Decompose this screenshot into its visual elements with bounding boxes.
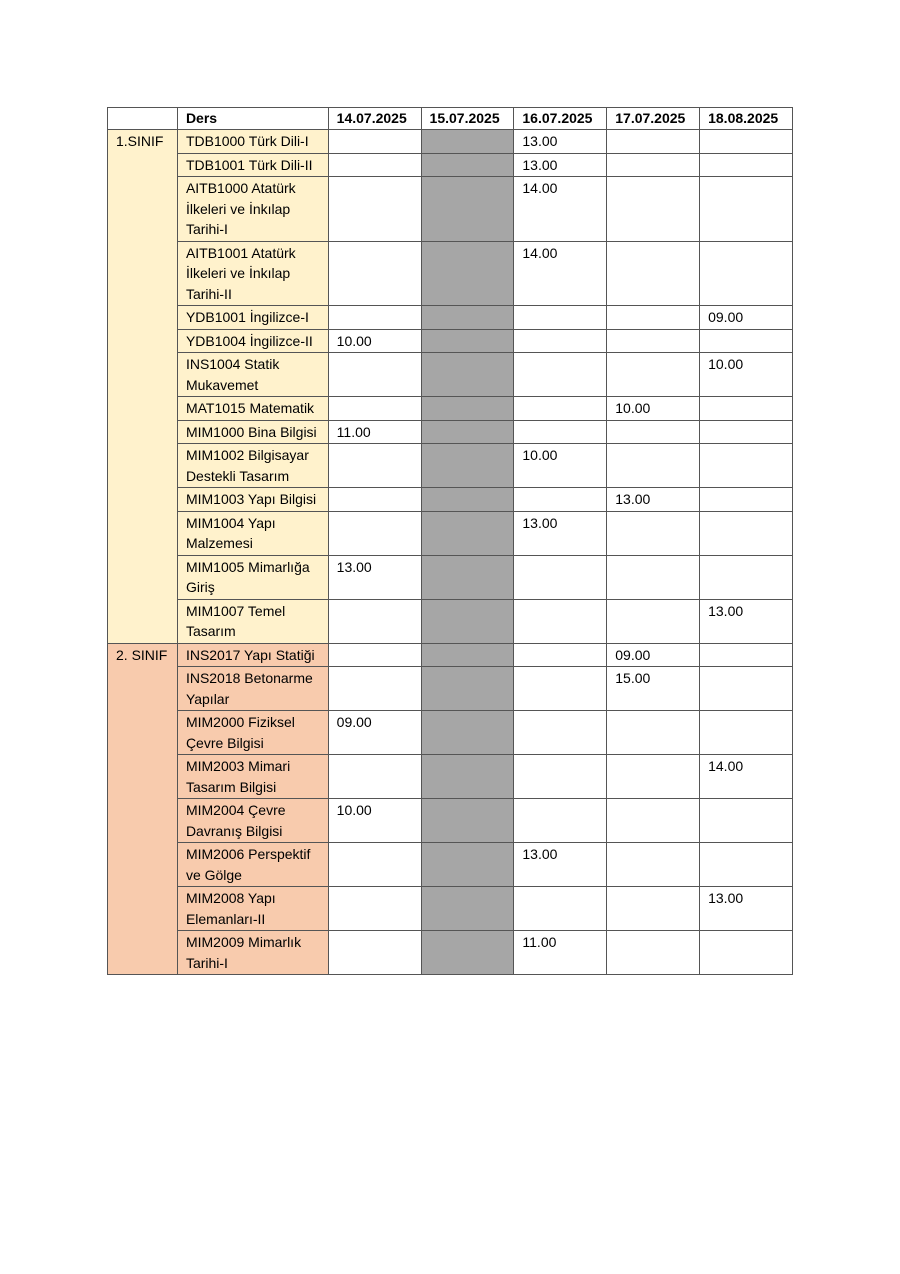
exam-time-cell (607, 177, 700, 242)
date-header: 18.08.2025 (700, 108, 793, 130)
table-row (108, 444, 793, 488)
table-row (108, 488, 793, 512)
closed-day-cell (421, 887, 514, 931)
exam-time-cell (328, 177, 421, 242)
closed-day-cell (421, 329, 514, 353)
exam-time-cell (514, 799, 607, 843)
closed-day-cell (421, 555, 514, 599)
exam-time-cell (328, 511, 421, 555)
exam-time-cell (328, 488, 421, 512)
exam-time-cell: 11.00 (328, 420, 421, 444)
course-name-cell: MAT1015 Matematik (177, 397, 328, 421)
exam-time-cell (700, 511, 793, 555)
exam-time-cell (514, 755, 607, 799)
table-row (108, 397, 793, 421)
exam-time-cell (607, 353, 700, 397)
grade-level-cell: 1.SINIF (108, 130, 178, 644)
course-name-cell: MIM1007 Temel Tasarım (177, 599, 328, 643)
course-name-cell: YDB1004 İngilizce-II (177, 329, 328, 353)
exam-time-cell (514, 555, 607, 599)
exam-time-cell (607, 711, 700, 755)
exam-time-cell: 09.00 (607, 643, 700, 667)
course-name-cell: YDB1001 İngilizce-I (177, 306, 328, 330)
closed-day-cell (421, 153, 514, 177)
exam-time-cell (514, 488, 607, 512)
header-row (108, 108, 793, 130)
course-name-cell: MIM2006 Perspektif ve Gölge (177, 843, 328, 887)
exam-time-cell (328, 843, 421, 887)
grade-level-cell: 2. SINIF (108, 643, 178, 975)
exam-time-cell (328, 306, 421, 330)
course-name-cell: MIM2003 Mimari Tasarım Bilgisi (177, 755, 328, 799)
table-row (108, 555, 793, 599)
exam-time-cell: 13.00 (607, 488, 700, 512)
table-row (108, 667, 793, 711)
course-name-cell: AITB1001 Atatürk İlkeleri ve İnkılap Tarihi-II (177, 241, 328, 306)
closed-day-cell (421, 397, 514, 421)
exam-time-cell: 11.00 (514, 931, 607, 975)
exam-time-cell (700, 488, 793, 512)
table-row (108, 511, 793, 555)
closed-day-cell (421, 353, 514, 397)
exam-time-cell (607, 306, 700, 330)
exam-time-cell (514, 643, 607, 667)
closed-day-cell (421, 130, 514, 154)
exam-time-cell (328, 887, 421, 931)
closed-day-cell (421, 667, 514, 711)
course-name-cell: INS2018 Betonarme Yapılar (177, 667, 328, 711)
closed-day-cell (421, 931, 514, 975)
exam-time-cell (514, 420, 607, 444)
course-name-cell: MIM1005 Mimarlığa Giriş (177, 555, 328, 599)
course-name-cell: MIM1002 Bilgisayar Destekli Tasarım (177, 444, 328, 488)
exam-time-cell (328, 444, 421, 488)
exam-time-cell (514, 397, 607, 421)
exam-time-cell (607, 153, 700, 177)
exam-time-cell: 10.00 (514, 444, 607, 488)
exam-time-cell: 09.00 (700, 306, 793, 330)
exam-time-cell: 13.00 (700, 599, 793, 643)
course-column-header: Ders (177, 108, 328, 130)
table-row (108, 353, 793, 397)
table-row (108, 599, 793, 643)
course-name-cell: MIM2004 Çevre Davranış Bilgisi (177, 799, 328, 843)
exam-time-cell (328, 755, 421, 799)
exam-time-cell: 13.00 (514, 130, 607, 154)
closed-day-cell (421, 444, 514, 488)
course-name-cell: MIM2000 Fiziksel Çevre Bilgisi (177, 711, 328, 755)
exam-time-cell (328, 931, 421, 975)
exam-time-cell: 13.00 (514, 153, 607, 177)
closed-day-cell (421, 599, 514, 643)
exam-time-cell (328, 667, 421, 711)
exam-time-cell (700, 329, 793, 353)
exam-time-cell (700, 420, 793, 444)
exam-time-cell (607, 799, 700, 843)
course-name-cell: MIM2009 Mimarlık Tarihi-I (177, 931, 328, 975)
exam-time-cell (514, 887, 607, 931)
exam-time-cell (607, 444, 700, 488)
course-name-cell: INS2017 Yapı Statiği (177, 643, 328, 667)
course-name-cell: MIM2008 Yapı Elemanları-II (177, 887, 328, 931)
exam-time-cell: 14.00 (514, 241, 607, 306)
closed-day-cell (421, 843, 514, 887)
exam-time-cell (700, 177, 793, 242)
exam-time-cell (700, 241, 793, 306)
closed-day-cell (421, 799, 514, 843)
exam-time-cell (607, 329, 700, 353)
exam-time-cell (607, 130, 700, 154)
exam-time-cell (607, 420, 700, 444)
schedule-body (108, 130, 793, 975)
exam-time-cell (607, 599, 700, 643)
exam-time-cell: 10.00 (607, 397, 700, 421)
closed-day-cell (421, 241, 514, 306)
course-name-cell: MIM1004 Yapı Malzemesi (177, 511, 328, 555)
course-name-cell: MIM1003 Yapı Bilgisi (177, 488, 328, 512)
exam-time-cell (607, 241, 700, 306)
table-row (108, 329, 793, 353)
exam-schedule-table (107, 107, 793, 975)
exam-time-cell (328, 397, 421, 421)
exam-time-cell (328, 353, 421, 397)
exam-time-cell (700, 643, 793, 667)
table-row (108, 241, 793, 306)
exam-time-cell (700, 555, 793, 599)
exam-time-cell: 10.00 (328, 799, 421, 843)
date-header: 17.07.2025 (607, 108, 700, 130)
closed-day-cell (421, 755, 514, 799)
exam-time-cell (700, 153, 793, 177)
closed-day-cell (421, 511, 514, 555)
exam-time-cell: 15.00 (607, 667, 700, 711)
exam-time-cell (514, 711, 607, 755)
exam-time-cell: 14.00 (700, 755, 793, 799)
exam-time-cell: 10.00 (328, 329, 421, 353)
table-row (108, 130, 793, 154)
exam-time-cell (700, 843, 793, 887)
table-row (108, 887, 793, 931)
table-row (108, 177, 793, 242)
course-name-cell: TDB1001 Türk Dili-II (177, 153, 328, 177)
date-header: 14.07.2025 (328, 108, 421, 130)
exam-time-cell (514, 667, 607, 711)
exam-time-cell (607, 555, 700, 599)
closed-day-cell (421, 420, 514, 444)
exam-time-cell (514, 329, 607, 353)
exam-time-cell (607, 511, 700, 555)
course-name-cell: AITB1000 Atatürk İlkeleri ve İnkılap Tarihi-I (177, 177, 328, 242)
exam-time-cell (700, 799, 793, 843)
exam-time-cell (328, 130, 421, 154)
table-row (108, 755, 793, 799)
exam-time-cell: 13.00 (514, 511, 607, 555)
exam-time-cell (700, 444, 793, 488)
exam-time-cell (700, 711, 793, 755)
exam-time-cell (514, 353, 607, 397)
table-row (108, 153, 793, 177)
exam-time-cell: 14.00 (514, 177, 607, 242)
exam-time-cell: 13.00 (700, 887, 793, 931)
table-row (108, 643, 793, 667)
exam-time-cell (700, 931, 793, 975)
exam-time-cell (607, 843, 700, 887)
exam-time-cell (514, 306, 607, 330)
closed-day-cell (421, 177, 514, 242)
table-row (108, 931, 793, 975)
exam-time-cell (700, 667, 793, 711)
exam-time-cell (328, 153, 421, 177)
exam-time-cell: 09.00 (328, 711, 421, 755)
exam-time-cell (607, 887, 700, 931)
exam-time-cell (607, 931, 700, 975)
table-row (108, 420, 793, 444)
course-name-cell: TDB1000 Türk Dili-I (177, 130, 328, 154)
exam-time-cell (328, 241, 421, 306)
closed-day-cell (421, 711, 514, 755)
course-name-cell: MIM1000 Bina Bilgisi (177, 420, 328, 444)
date-header: 16.07.2025 (514, 108, 607, 130)
exam-time-cell (607, 755, 700, 799)
exam-time-cell (328, 599, 421, 643)
exam-time-cell (514, 599, 607, 643)
closed-day-cell (421, 488, 514, 512)
exam-time-cell: 13.00 (328, 555, 421, 599)
date-header: 15.07.2025 (421, 108, 514, 130)
exam-time-cell (328, 643, 421, 667)
closed-day-cell (421, 306, 514, 330)
corner-cell (108, 108, 178, 130)
exam-time-cell: 10.00 (700, 353, 793, 397)
exam-time-cell (700, 397, 793, 421)
table-row (108, 711, 793, 755)
exam-time-cell: 13.00 (514, 843, 607, 887)
table-row (108, 306, 793, 330)
closed-day-cell (421, 643, 514, 667)
table-row (108, 843, 793, 887)
course-name-cell: INS1004 Statik Mukavemet (177, 353, 328, 397)
table-row (108, 799, 793, 843)
exam-time-cell (700, 130, 793, 154)
